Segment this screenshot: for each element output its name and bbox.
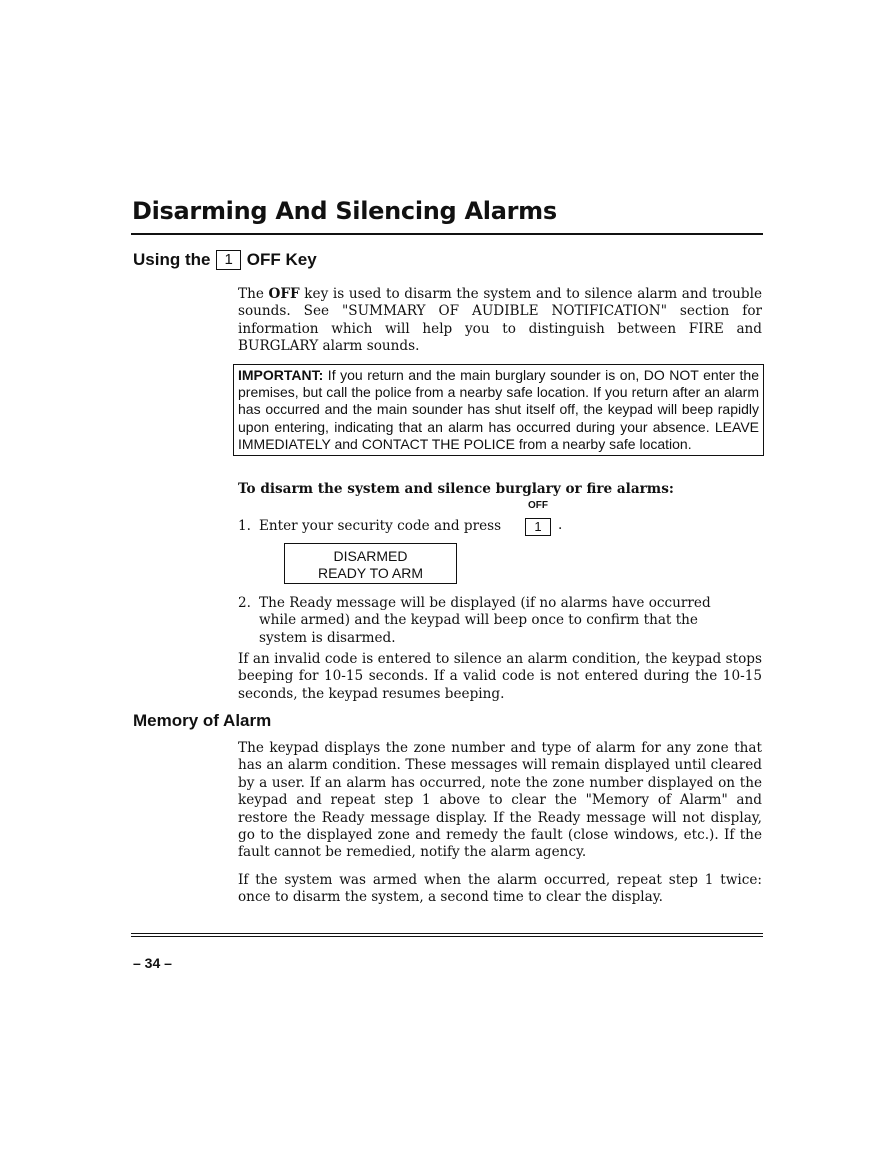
key-1-button-illustration: 1 [525,518,551,536]
important-label: IMPORTANT: [238,367,324,383]
step-1-period: . [558,517,563,533]
heading-suffix: OFF Key [246,250,317,269]
display-line-2: READY TO ARM [317,565,424,581]
step-2 [238,595,762,646]
off-key-label: OFF [528,500,548,511]
step-2-number: 2. [238,595,251,611]
title-rule [131,233,763,235]
step-1 [238,518,501,535]
step-2-text: The Ready message will be displayed (if no alarms have occurred while armed) and the keypad will beep once to confirm that the system is disarmed. [259,595,711,646]
page-number: – 34 – [133,955,172,971]
key-1-box: 1 [216,250,240,270]
section-heading-off-key [133,250,317,270]
intro-paragraph [238,286,762,356]
invalid-code-paragraph: If an invalid code is entered to silence an alarm condition, the keypad stops beeping for 10-15 seconds. If a valid code is not entered during the 10-15 seconds, the keypad resumes beeping. [238,651,762,702]
step-1-number: 1. [238,518,251,534]
display-line-1: DISARMED [333,548,408,564]
footer-rule [131,933,763,934]
memory-of-alarm-heading: Memory of Alarm [133,711,272,730]
footer-rule-second [131,936,763,937]
intro-prefix: The [238,286,269,302]
important-notice-box [233,364,764,456]
keypad-display-box [284,543,457,584]
memory-paragraph-1: The keypad displays the zone number and type of alarm for any zone that has an alarm condition. These messages will remain displayed until cleared by a user. If an alarm has occurred, note the zone number displayed on the keypad and repeat step 1 above to clear the "Memory of Alarm" and restore the Ready message display. If the Ready message will not display, go to the displayed zone and remedy the fault (close windows, etc.). If the fault cannot be remedied, notify the alarm agency. [238,740,762,861]
intro-bold-off: OFF [268,286,300,302]
disarm-subheading: To disarm the system and silence burglary or fire alarms: [238,481,674,497]
intro-rest: key is used to disarm the system and to silence alarm and trouble sounds. See "SUMMARY OF AUDIBLE NOTIFICATION" section for information which will help you to distinguish between FIRE and BURGLARY alarm sounds. [238,286,762,355]
heading-prefix: Using the [133,250,211,269]
step-1-text: Enter your security code and press [259,518,502,534]
page-title: Disarming And Silencing Alarms [132,197,557,225]
important-text: If you return and the main burglary sounder is on, DO NOT enter the premises, but call the police from a nearby safe location. If you return after an alarm has occurred and the main sounder has shut itself off, the keypad will beep rapidly upon entering, indicating that an alarm has occurred during your absence. LEAVE IMMEDIATELY and CONTACT THE POLICE from a nearby safe location. [238,367,759,452]
memory-paragraph-2: If the system was armed when the alarm occurred, repeat step 1 twice: once to disarm the system, a second time to clear the display. [238,872,762,906]
